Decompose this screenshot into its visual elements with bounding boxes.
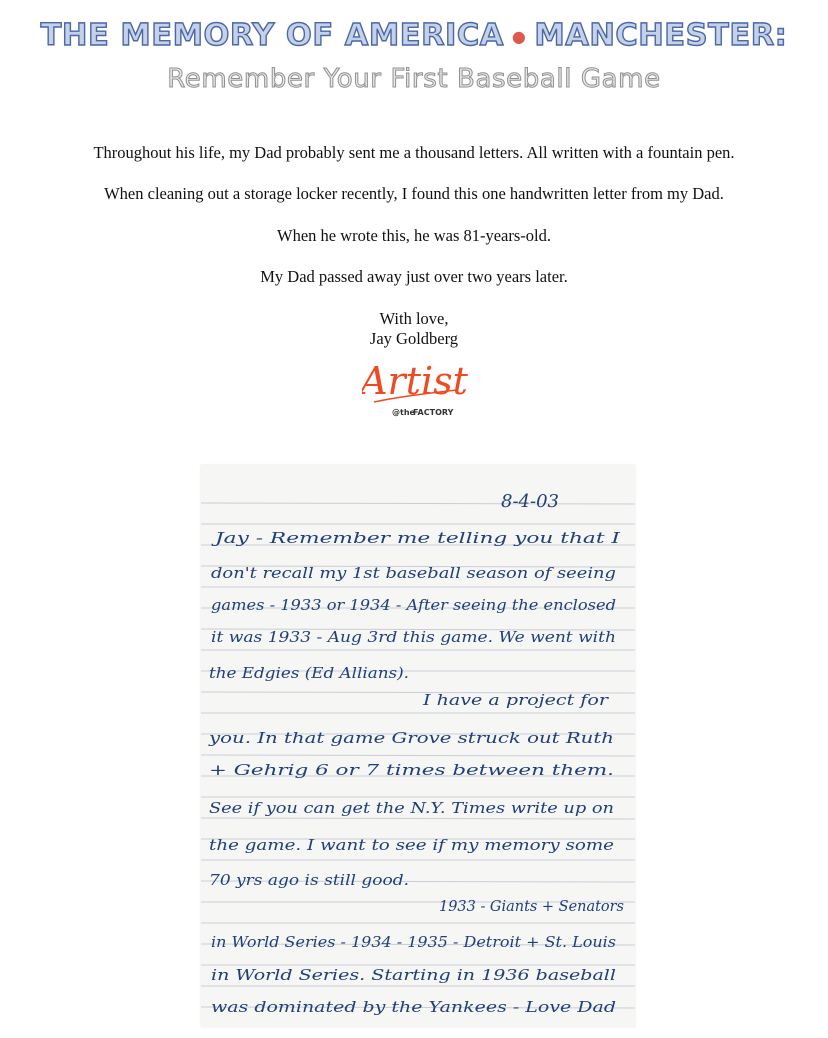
handwritten-line: was dominated by the Yankees - Love Dad [211, 998, 616, 1016]
handwritten-line: in World Series - 1934 - 1935 - Detroit + St. Louis [211, 933, 617, 951]
ruled-line [201, 818, 635, 819]
intro-paragraph-3: When he wrote this, he was 81-years-old. [277, 226, 551, 245]
handwritten-line: don't recall my 1st baseball season of seeing [211, 564, 616, 582]
page-subtitle: Remember Your First Baseball Game [167, 64, 661, 94]
handwritten-line: you. In that game Grove struck out Ruth [207, 729, 614, 747]
letter-date: 8-4-03 [501, 491, 559, 512]
handwritten-line: 1933 - Giants + Senators [439, 897, 625, 915]
handwritten-line: games - 1933 or 1934 - After seeing the enclosed [211, 596, 616, 614]
handwritten-line: I have a project for [421, 691, 610, 709]
handwritten-line: in World Series. Starting in 1936 baseball [211, 966, 617, 984]
ruled-line [201, 503, 635, 504]
artist-factory-logo [362, 352, 472, 422]
intro-paragraph-2: When cleaning out a storage locker recently, I found this one handwritten letter from my Dad. [104, 184, 724, 203]
letter-sheet [201, 465, 635, 1027]
handwritten-line: See if you can get the N.Y. Times write up on [209, 799, 614, 817]
artist-logo-graphic [362, 352, 472, 422]
logo-script-text: Artist [362, 359, 468, 403]
intro-paragraph-1: Throughout his life, my Dad probably sent me a thousand letters. All written with a fountain pen. [93, 143, 735, 162]
title-right: MANCHESTER: [534, 18, 788, 53]
logo-tag-main: FACTORY [413, 408, 454, 417]
handwritten-line: the game. I want to see if my memory some [209, 836, 615, 854]
logo-tag-prefix: @the [392, 408, 415, 417]
ruled-line [201, 755, 635, 756]
signature-name: Jay Goldberg [369, 329, 459, 348]
handwritten-letter [201, 465, 635, 1027]
handwritten-line: 70 yrs ago is still good. [209, 871, 409, 889]
handwritten-line: Jay - Remember me telling you that I [210, 529, 622, 547]
separator-dot-icon: ● [511, 27, 527, 46]
closing-text: With love, [379, 309, 449, 328]
intro-paragraph-4: My Dad passed away just over two years later. [260, 267, 568, 286]
handwritten-line: + Gehrig 6 or 7 times between them. [209, 761, 614, 779]
title-left: THE MEMORY OF AMERICA [40, 18, 504, 53]
page-title [0, 18, 828, 53]
handwritten-line: the Edgies (Ed Allians). [209, 664, 409, 682]
handwritten-line: it was 1933 - Aug 3rd this game. We went with [211, 628, 616, 646]
